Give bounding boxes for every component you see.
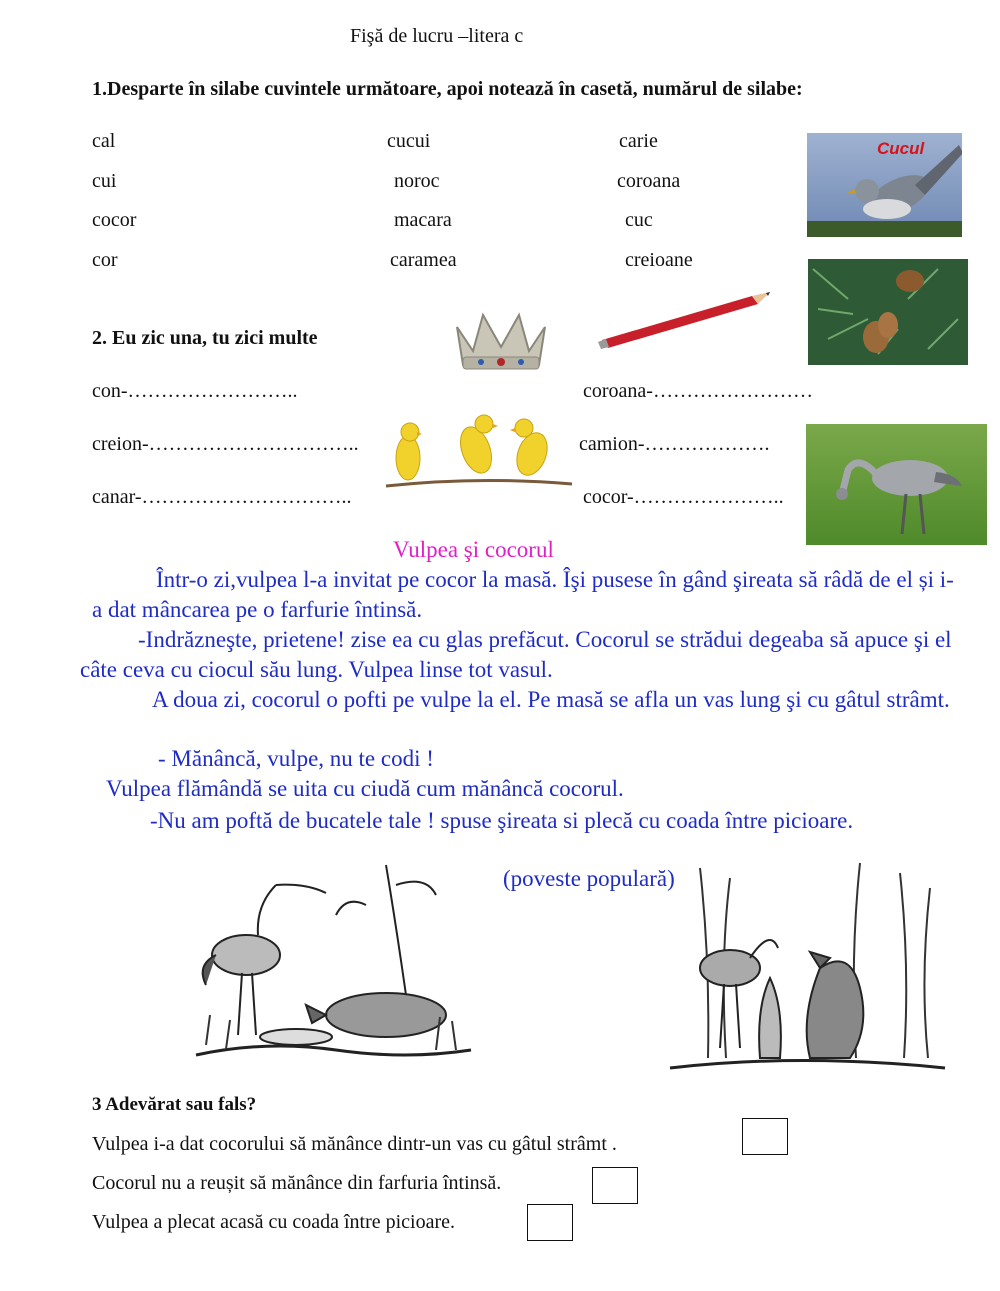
plural-cocor: cocor-………………….. bbox=[583, 486, 784, 508]
pine-cones-image bbox=[808, 259, 968, 365]
answer-box-1[interactable] bbox=[742, 1118, 788, 1155]
plural-coroana: coroana-…………………… bbox=[583, 380, 813, 402]
word-creioane: creioane bbox=[625, 249, 693, 271]
story-paragraph-1: Într-o zi,vulpea l-a invitat pe cocor la masă. Îşi pusese în gând şireata să râdă de el și i-a dat mâncarea pe o farfurie întinsă. bbox=[92, 567, 954, 622]
crane-photo bbox=[806, 424, 987, 545]
word-cal: cal bbox=[92, 130, 116, 152]
word-cocor: cocor bbox=[92, 209, 137, 231]
fox-crane-plate-illustration bbox=[186, 845, 476, 1077]
statement-1: Vulpea i-a dat cocorului să mănânce dintr-un vas cu gâtul strâmt . bbox=[92, 1133, 617, 1155]
word-cui: cui bbox=[92, 170, 117, 192]
exercise-2-heading: 2. Eu zic una, tu zici multe bbox=[92, 327, 318, 349]
plural-canar: canar-………………………….. bbox=[92, 486, 352, 508]
answer-box-3[interactable] bbox=[527, 1204, 573, 1241]
fox-crane-jar-illustration bbox=[660, 858, 952, 1090]
story-paragraph-5: Vulpea flămândă se uita cu ciudă cum mănâncă cocorul. bbox=[106, 776, 624, 801]
statement-3: Vulpea a plecat acasă cu coada între picioare. bbox=[92, 1211, 456, 1233]
story-paragraph-6: -Nu am poftă de bucatele tale ! spuse şireata si plecă cu coada între picioare. bbox=[150, 808, 854, 833]
exercise-1-heading: 1.Desparte în silabe cuvintele următoare, apoi notează în casetă, numărul de silabe: bbox=[92, 78, 803, 100]
word-cuc: cuc bbox=[625, 209, 653, 231]
word-noroc: noroc bbox=[394, 170, 440, 192]
word-carie: carie bbox=[619, 130, 658, 152]
story-paragraph-4: - Mănâncă, vulpe, nu te codi ! bbox=[158, 746, 434, 771]
answer-box-2[interactable] bbox=[592, 1167, 638, 1204]
canaries-image bbox=[384, 410, 574, 510]
story-paragraph-2: -Indrăzneşte, prietene! zise ea cu glas prefăcut. Cocorul se strădui degeaba să apuce şi el câte ceva cu ciocul său lung. Vulpea linse tot vasul. bbox=[80, 627, 952, 682]
word-macara: macara bbox=[394, 209, 452, 231]
plural-creion: creion-………………………….. bbox=[92, 433, 359, 455]
story-title: Vulpea şi cocorul bbox=[393, 537, 554, 562]
cuckoo-image bbox=[807, 133, 962, 237]
crown-image bbox=[453, 307, 549, 375]
statement-2: Cocorul nu a reușit să mănânce din farfuria întinsă. bbox=[92, 1172, 502, 1194]
page-title: Fişă de lucru –litera c bbox=[350, 25, 524, 47]
word-caramea: caramea bbox=[390, 249, 457, 271]
story-source: (poveste populară) bbox=[503, 866, 675, 891]
word-coroana: coroana bbox=[617, 170, 681, 192]
pencil-image bbox=[596, 288, 774, 350]
cuckoo-caption: Cucul bbox=[877, 139, 925, 158]
exercise-3-heading: 3 Adevărat sau fals? bbox=[92, 1094, 257, 1115]
story-paragraph-3: A doua zi, cocorul o pofti pe vulpe la el. Pe masă se afla un vas lung şi cu gâtul strâmt. bbox=[152, 687, 950, 712]
plural-con: con-…………………….. bbox=[92, 380, 298, 402]
word-cor: cor bbox=[92, 249, 118, 271]
plural-camion: camion-………………. bbox=[579, 433, 770, 455]
word-cucui: cucui bbox=[387, 130, 431, 152]
